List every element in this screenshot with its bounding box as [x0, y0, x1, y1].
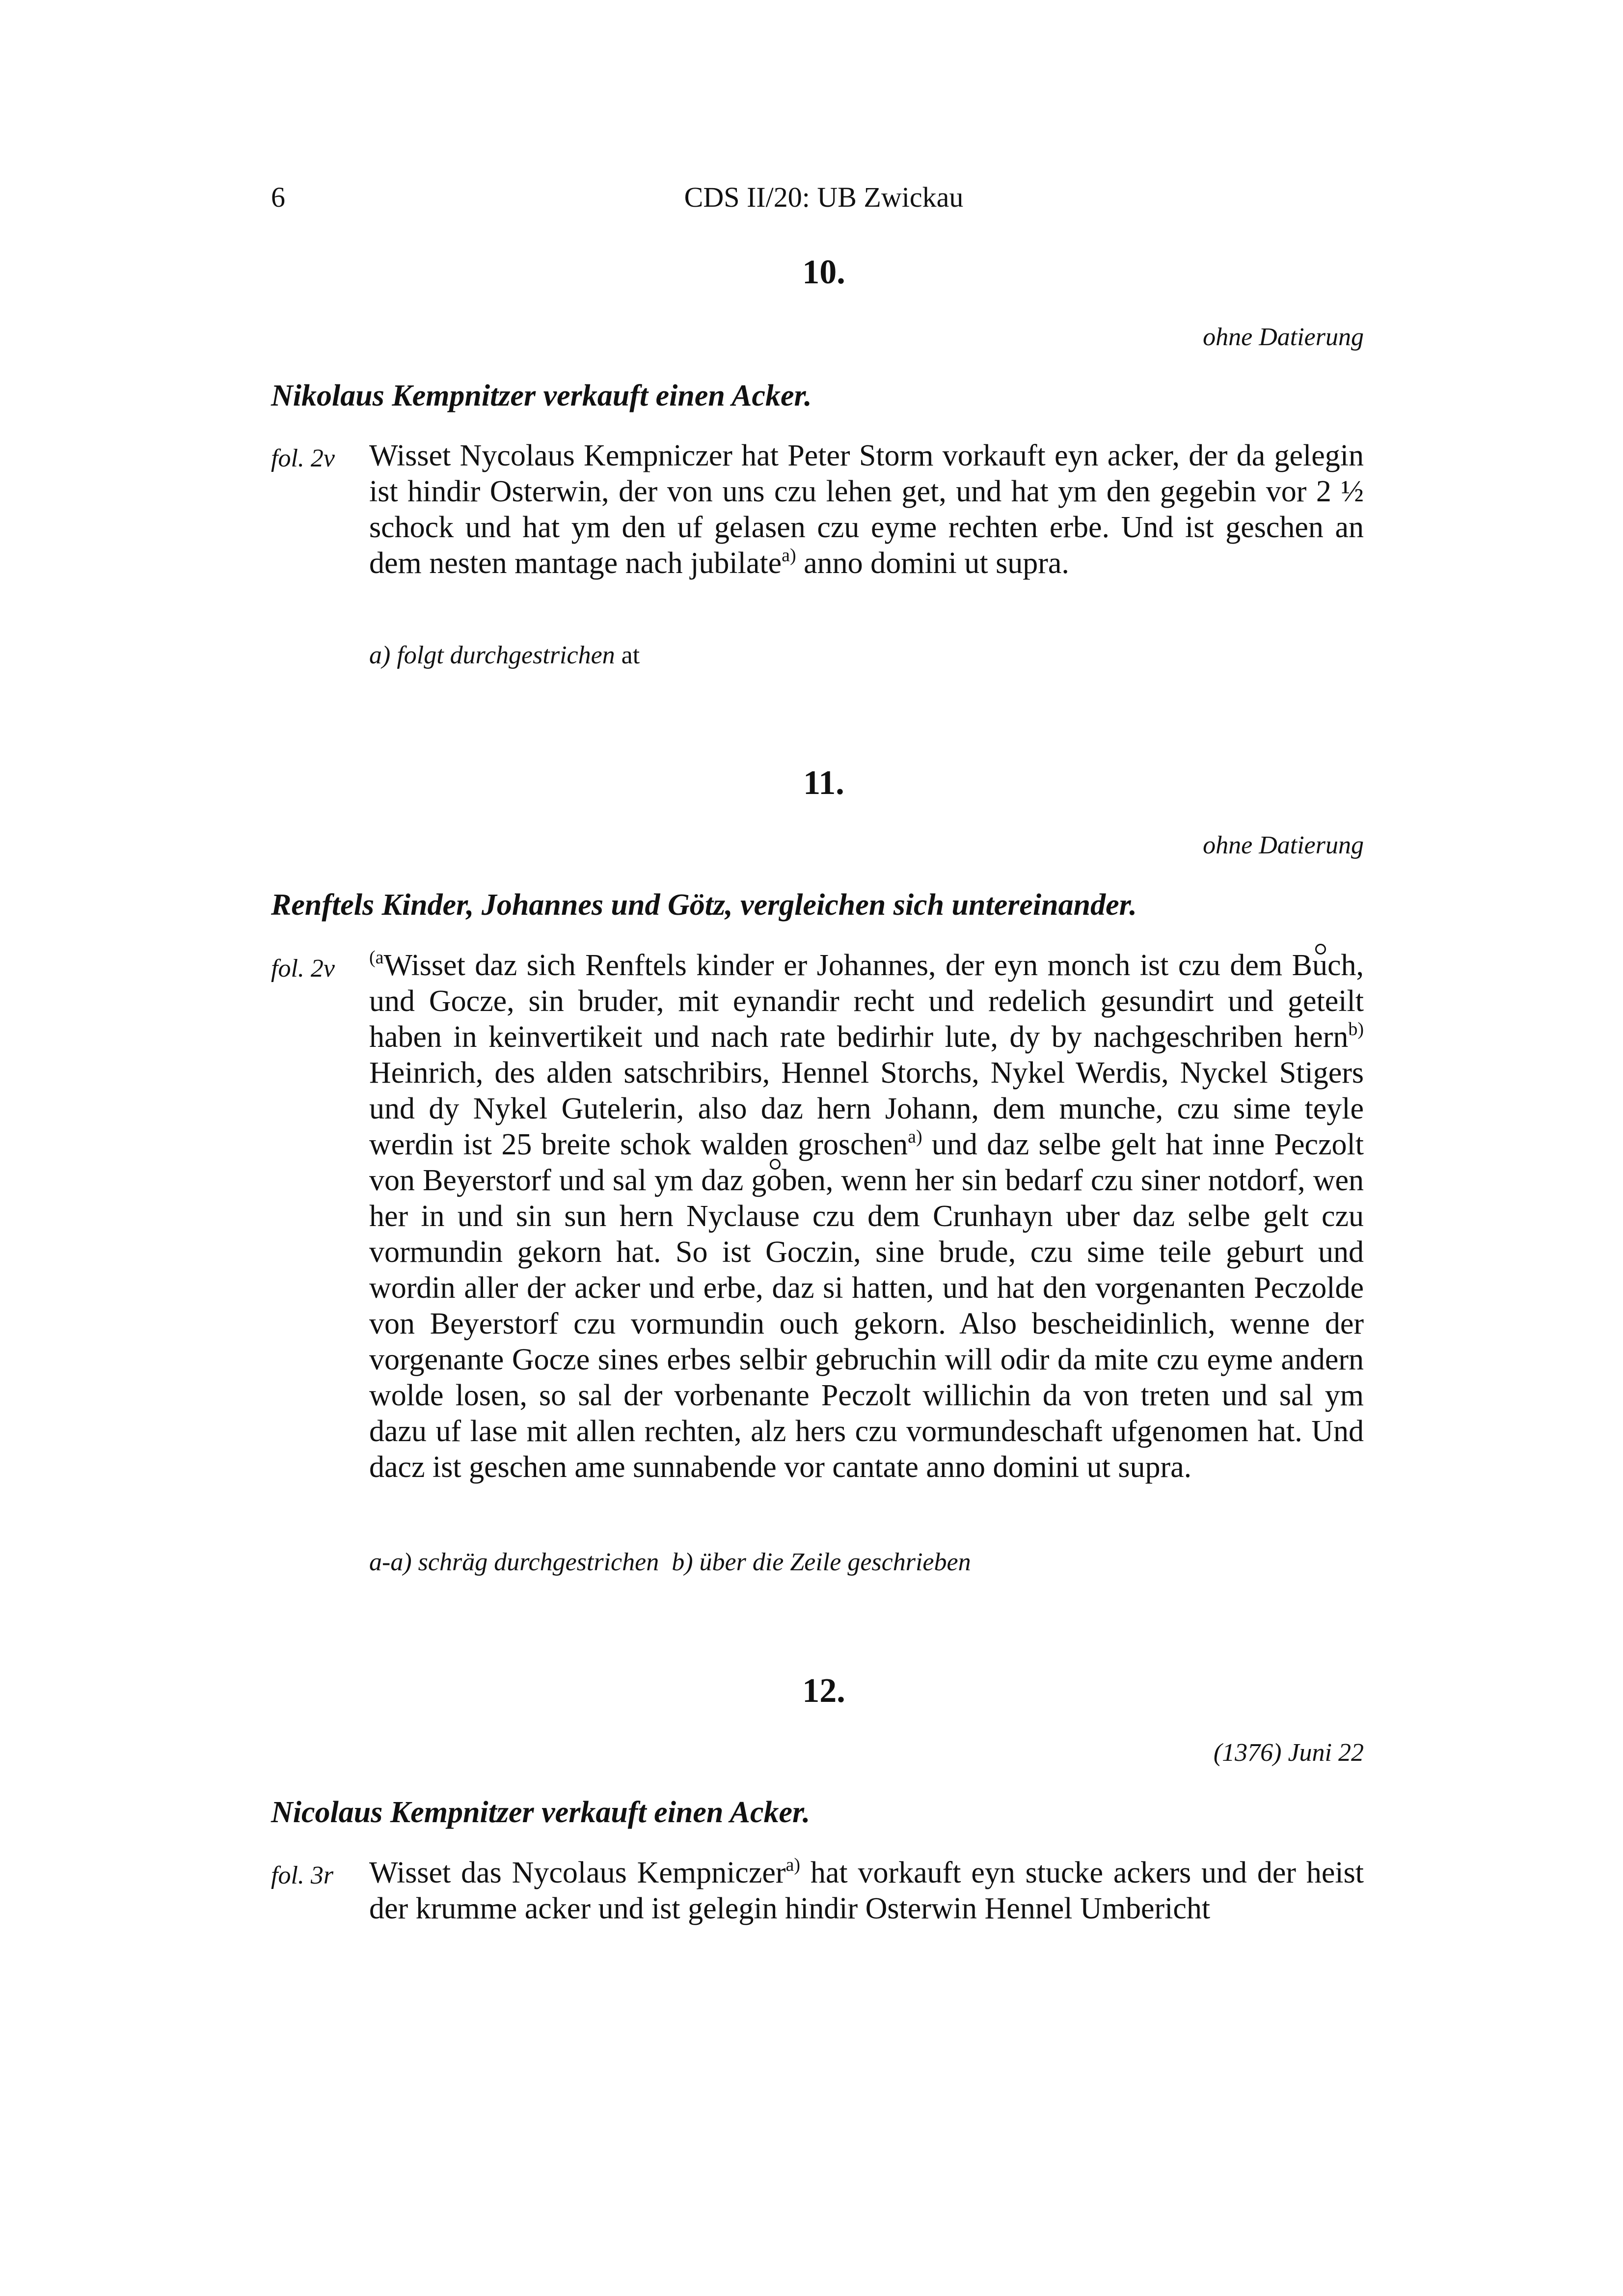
- running-title: CDS II/20: UB Zwickau: [684, 181, 964, 213]
- entry-title: Nikolaus Kempnitzer verkauft einen Acker.: [271, 379, 812, 412]
- entry-text: Wisset Nycolaus Kempniczer hat Peter Storm vorkauft eyn acker, der da gelegin ist hindir Osterwin, der von uns czu lehen get, und hat ym den gegebin vor 2 ½ schock und hat ym den uf gelasen czu eyme rechten erbe. Und ist geschen an dem nesten mantage nach jubilate$^{a)}$ anno domini ut supra.: [369, 439, 1364, 580]
- folio-reference: fol. 2v: [271, 444, 335, 472]
- folio-reference: fol. 2v: [271, 955, 335, 983]
- page-number: 6: [271, 181, 285, 213]
- entry-title: Renftels Kinder, Johannes und Götz, vergleichen sich untereinander.: [271, 888, 1137, 922]
- footnote-marker: b): [1348, 1019, 1364, 1039]
- footnote: a-a) schräg durchgestrichen b) über die Zeile geschrieben: [369, 1548, 971, 1576]
- entry-text: Wisset das Nycolaus Kempniczer$^{a)}$ hat vorkauft eyn stucke ackers und der heist der krumme acker und ist gelegin hindir Osterwin Hennel Umbericht: [369, 1855, 1364, 1925]
- footnote-marker: a): [785, 1855, 801, 1875]
- entry-number: 12.: [802, 1672, 845, 1710]
- entry-text: $^{(a}$Wisset daz sich Renftels kinder er Johannes, der eyn monch ist czu dem Buch, und Gocze, sin bruder, mit eynandir recht und redelich gesundirt und geteilt haben in keinvertikeit und nach rate bedirhir lute, dy by nachgeschriben hern$^{b)}$ Heinrich, des alden satschribirs, Hennel Storchs, Nykel Werdis, Nyckel Stigers und dy Nykel Gutelerin, also daz hern Johann, dem munche, czu sime teyle werdin ist 25 breite schok walden groschen$^{a)}$ und daz selbe gelt hat inne Peczolt von Beyerstorf und sal ym daz goben, wenn her sin bedarf czu siner notdorf, wen her in und sin sun hern Nyclause czu dem Crunhayn uber daz selbe gelt czu vormundin gekorn hat. So ist Goczin, sine brude, czu sime teile geburt und wordin aller der acker und erbe, daz si hatten, und hat den vorgenanten Peczolde von Beyerstorf czu vormundin ouch gekorn. Also bescheidinlich, wenne der vorgenante Gocze sines erbes selbir gebruchin will odir da mite czu eyme andern wolde losen, so sal der vorbenante Peczolt willichin da von treten und sal ym dazu uf lase mit allen rechten, alz hers czu vormundeschaft ufgenomen hat. Und dacz ist geschen ame sunnabende vor cantate anno domini ut supra.: [369, 947, 1364, 1484]
- entry-title: Nicolaus Kempnitzer verkauft einen Acker.: [271, 1796, 811, 1829]
- entry-dating: (1376) Juni 22: [1213, 1739, 1364, 1767]
- footnote-marker: (a: [369, 947, 384, 968]
- entry-number: 10.: [802, 253, 845, 291]
- entry-number: 11.: [803, 764, 844, 802]
- footnote-marker: a): [908, 1126, 922, 1147]
- footnote-marker: a): [782, 545, 796, 566]
- footnote: a) folgt durchgestrichen at: [369, 641, 640, 669]
- entry-dating: ohne Datierung: [1203, 831, 1364, 859]
- folio-reference: fol. 3r: [271, 1861, 334, 1889]
- entry-dating: ohne Datierung: [1203, 323, 1364, 351]
